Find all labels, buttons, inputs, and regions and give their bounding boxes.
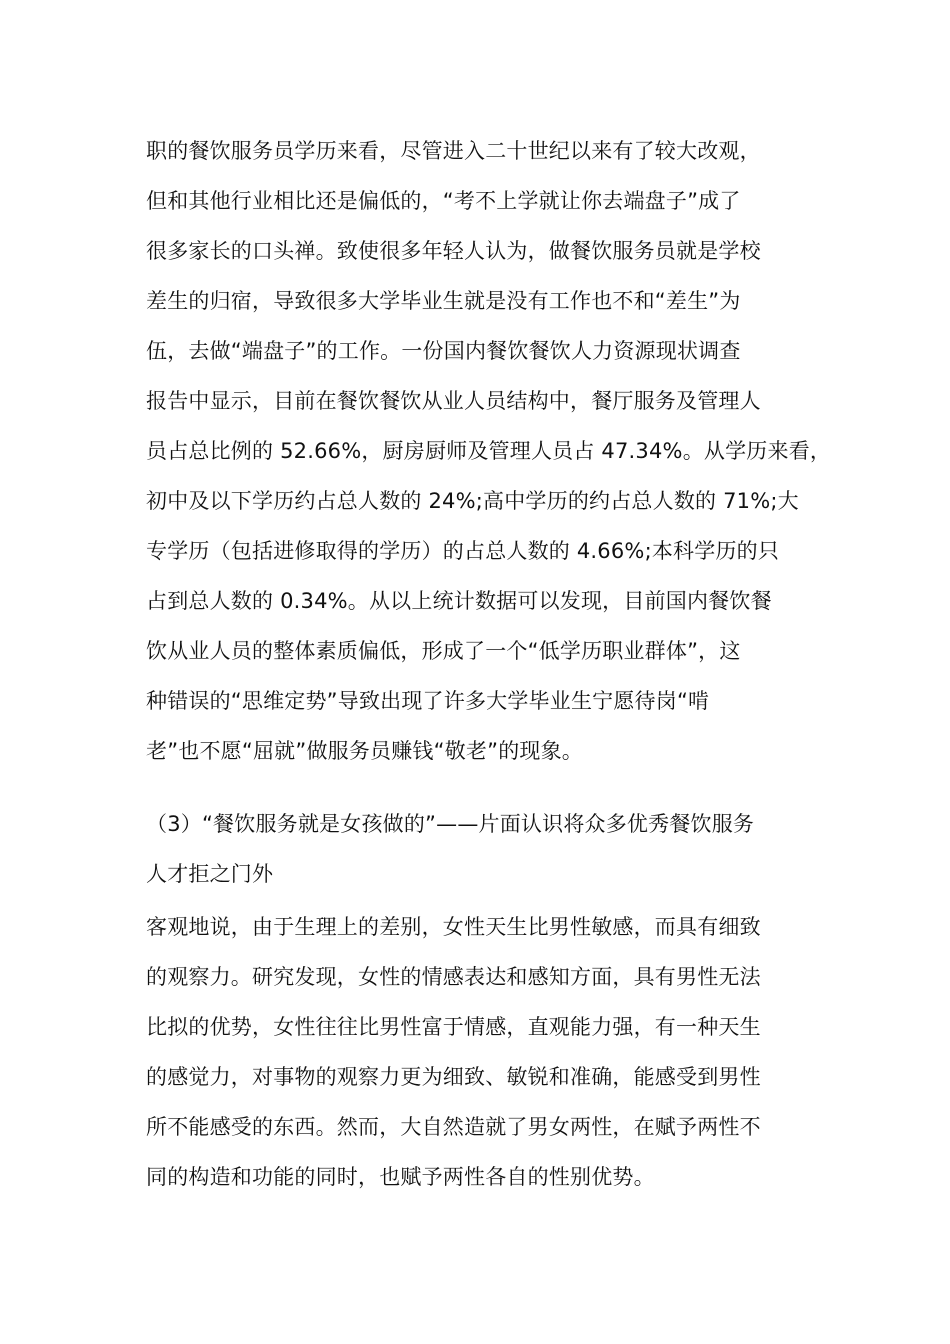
- paragraph-line: 伍，去做“端盘子”的工作。一份国内餐饮餐饮人力资源现状调查: [146, 339, 741, 363]
- heading-line: 人才拒之门外: [146, 862, 274, 886]
- body-paragraph-2: [146, 902, 836, 1202]
- paragraph-line: 专学历（包括进修取得的学历）的占总人数的 4.66%;本科学历的只: [146, 539, 780, 563]
- paragraph-line: 员占总比例的 52.66%，厨房厨师及管理人员占 47.34%。从学历来看，: [146, 439, 832, 463]
- section-heading-3: [146, 799, 836, 899]
- paragraph-line: 职的餐饮服务员学历来看，尽管进入二十世纪以来有了较大改观，: [146, 139, 761, 163]
- paragraph-line: 的感觉力，对事物的观察力更为细致、敏锐和准确，能感受到男性: [146, 1065, 761, 1089]
- paragraph-line: 但和其他行业相比还是偏低的，“考不上学就让你去端盘子”成了: [146, 189, 741, 213]
- paragraph-line: 报告中显示，目前在餐饮餐饮从业人员结构中，餐厅服务及管理人: [146, 389, 761, 413]
- paragraph-line: 同的构造和功能的同时，也赋予两性各自的性别优势。: [146, 1165, 655, 1189]
- paragraph-line: 差生的归宿，导致很多大学毕业生就是没有工作也不和“差生”为: [146, 289, 741, 313]
- paragraph-line: 客观地说，由于生理上的差别，女性天生比男性敏感，而具有细致: [146, 915, 761, 939]
- paragraph-line: 初中及以下学历约占总人数的 24%;高中学历的约占总人数的 71%;大: [146, 489, 799, 513]
- paragraph-line: 的观察力。研究发现，女性的情感表达和感知方面，具有男性无法: [146, 965, 761, 989]
- paragraph-line: 所不能感受的东西。然而，大自然造就了男女两性，在赋予两性不: [146, 1115, 761, 1139]
- paragraph-line: 饮从业人员的整体素质偏低，形成了一个“低学历职业群体”，这: [146, 639, 741, 663]
- paragraph-line: 占到总人数的 0.34%。从以上统计数据可以发现，目前国内餐饮餐: [146, 589, 772, 613]
- paragraph-line: 很多家长的口头禅。致使很多年轻人认为，做餐饮服务员就是学校: [146, 239, 761, 263]
- paragraph-line: 老”也不愿“屈就”做服务员赚钱“敬老”的现象。: [146, 739, 583, 763]
- body-paragraph-1: [146, 126, 836, 776]
- paragraph-line: 比拟的优势，女性往往比男性富于情感，直观能力强，有一种天生: [146, 1015, 761, 1039]
- paragraph-line: 种错误的“思维定势”导致出现了许多大学毕业生宁愿待岗“啃: [146, 689, 710, 713]
- heading-line: （3）“餐饮服务就是女孩做的”——片面认识将众多优秀餐饮服务: [146, 812, 755, 836]
